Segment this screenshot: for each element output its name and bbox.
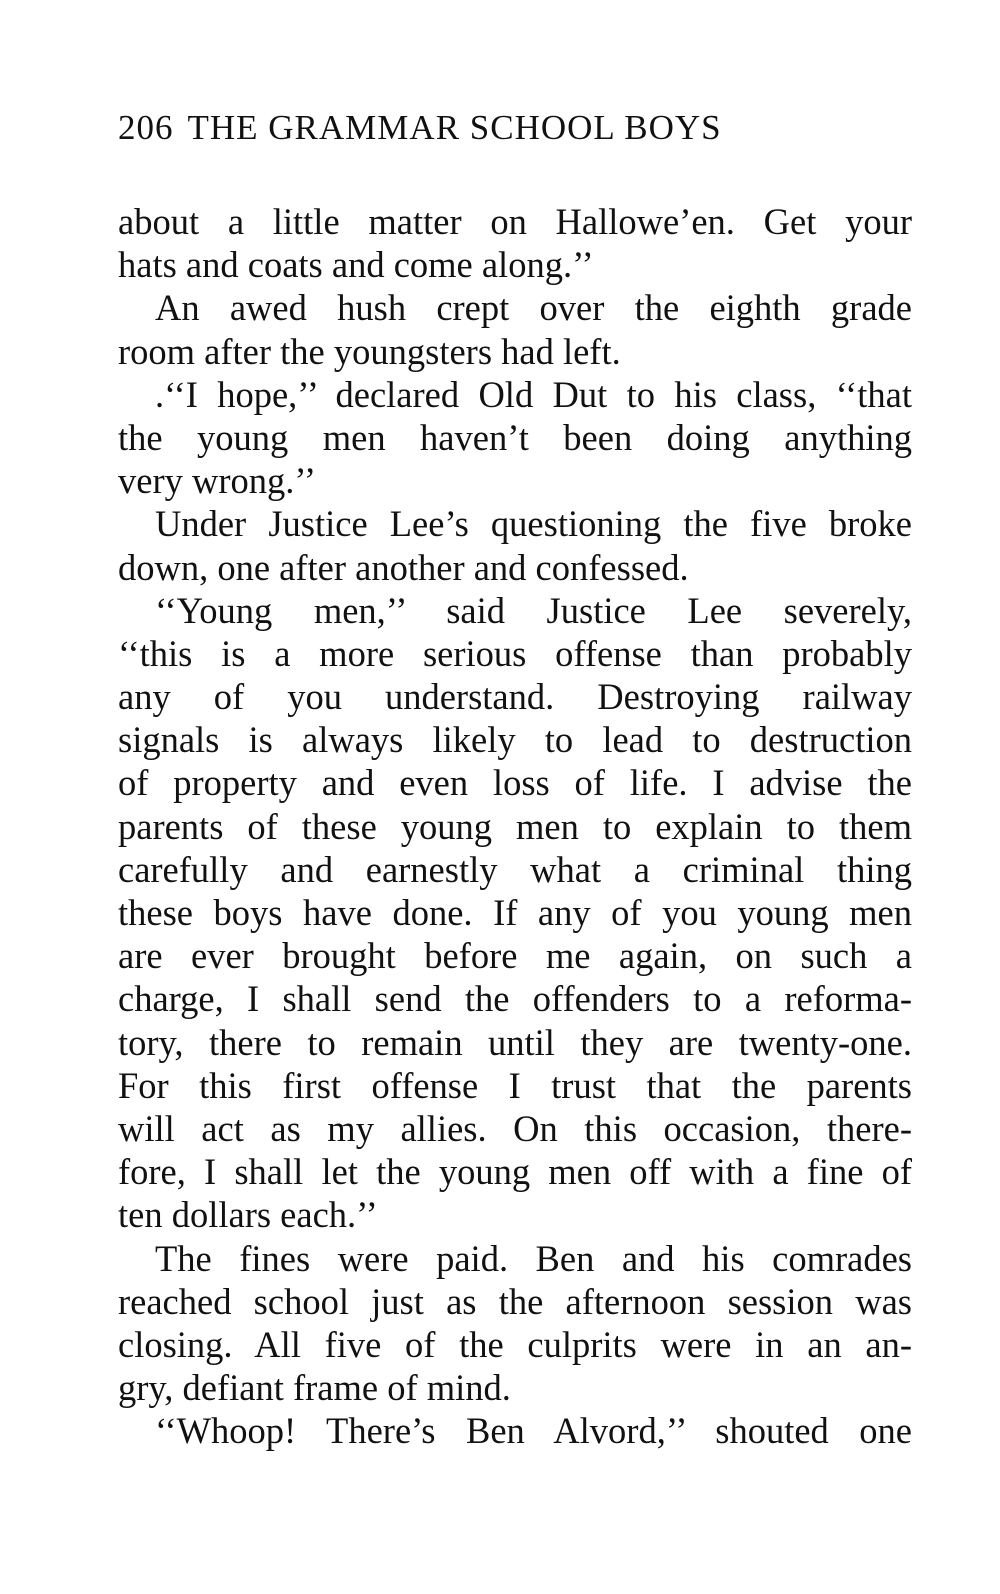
text-line: carefully and earnestly what a criminal thing (118, 848, 912, 890)
text-line: are ever brought before me again, on such a (118, 935, 912, 977)
text-line: gry, defiant frame of mind. (118, 1367, 511, 1409)
text-line: hats and coats and come along.’’ (118, 244, 594, 286)
running-header (118, 108, 838, 148)
paragraph-first-line: An awed hush crept over the eighth grade (155, 287, 912, 329)
text-line: will act as my allies. On this occasion, there- (118, 1107, 912, 1149)
text-line: ‘‘this is a more serious offense than probably (118, 632, 912, 674)
paragraph-first-line: The fines were paid. Ben and his comrades (155, 1237, 912, 1279)
paragraph-first-line: ‘‘Young men,’’ said Justice Lee severely, (155, 589, 912, 631)
paragraph-first-line: .‘‘I hope,’’ declared Old Dut to his class, ‘‘that (155, 373, 912, 415)
running-title: THE GRAMMAR SCHOOL BOYS (187, 108, 722, 147)
text-line: reached school just as the afternoon session was (118, 1280, 912, 1322)
page-number: 206 (118, 108, 174, 147)
paragraph-first-line: Under Justice Lee’s questioning the five broke (155, 503, 912, 545)
text-line: charge, I shall send the offenders to a reforma- (118, 978, 912, 1020)
text-line: very wrong.’’ (118, 460, 316, 502)
text-line: down, one after another and confessed. (118, 546, 689, 588)
text-line: parents of these young men to explain to them (118, 805, 912, 847)
text-line: fore, I shall let the young men off with a fine of (118, 1151, 912, 1193)
body-text (118, 200, 912, 1452)
text-line: these boys have done. If any of you young men (118, 892, 912, 933)
text-line: For this first offense I trust that the parents (118, 1064, 912, 1106)
text-line: any of you understand. Destroying railway (118, 676, 912, 718)
text-line: about a little matter on Hallowe’en. Get your (118, 201, 912, 242)
text-line: tory, there to remain until they are twenty-one. (118, 1021, 912, 1063)
text-line: room after the youngsters had left. (118, 330, 621, 372)
text-line: ten dollars each.’’ (118, 1194, 378, 1236)
text-line: of property and even loss of life. I advise the (118, 762, 912, 804)
text-line: signals is always likely to lead to destruction (118, 719, 912, 761)
paragraph-first-line: ‘‘Whoop! There’s Ben Alvord,’’ shouted one (155, 1410, 912, 1452)
text-line: closing. All five of the culprits were in an an- (118, 1323, 912, 1365)
text-line: the young men haven’t been doing anything (118, 416, 912, 458)
